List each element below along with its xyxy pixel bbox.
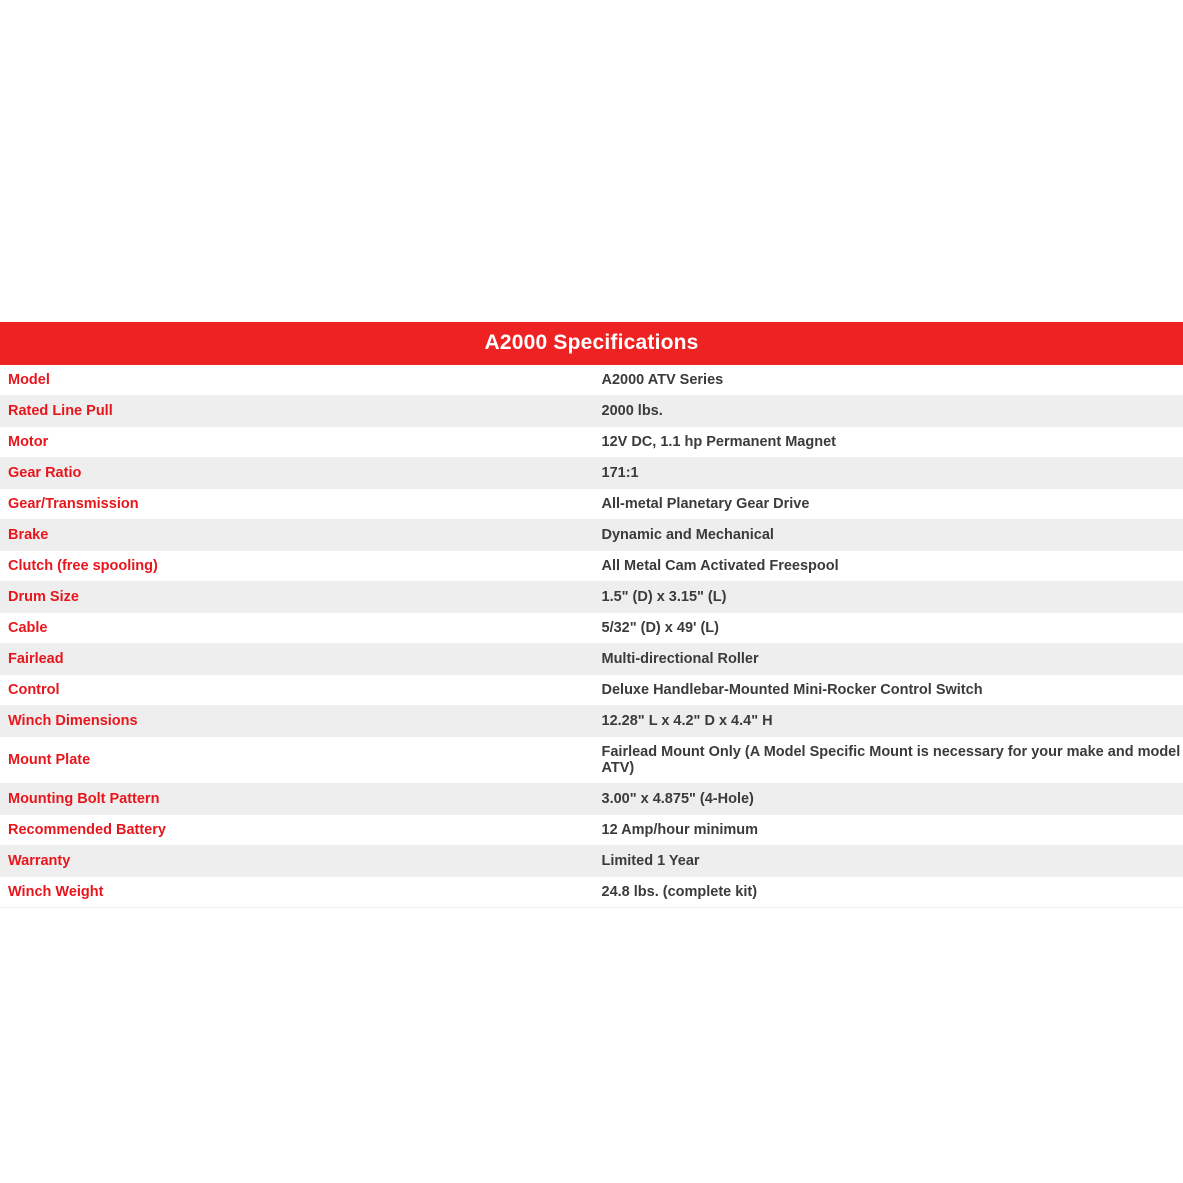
table-row (0, 582, 1183, 613)
table-row (0, 706, 1183, 737)
table-row (0, 846, 1183, 877)
spec-label: Winch Weight (0, 877, 592, 908)
spec-label: Control (0, 675, 592, 706)
spec-label: Fairlead (0, 644, 592, 675)
table-row (0, 396, 1183, 427)
table-row (0, 520, 1183, 551)
spec-label: Mount Plate (0, 737, 592, 784)
spec-value: All-metal Planetary Gear Drive (592, 489, 1183, 520)
spec-value: 171:1 (592, 458, 1183, 489)
specifications-table-container (0, 322, 1183, 908)
table-row (0, 365, 1183, 396)
spec-value: Limited 1 Year (592, 846, 1183, 877)
spec-label: Motor (0, 427, 592, 458)
spec-value: All Metal Cam Activated Freespool (592, 551, 1183, 582)
table-row (0, 815, 1183, 846)
table-row (0, 427, 1183, 458)
spec-label: Mounting Bolt Pattern (0, 784, 592, 815)
spec-label: Brake (0, 520, 592, 551)
spec-value: Deluxe Handlebar-Mounted Mini-Rocker Control Switch (592, 675, 1183, 706)
table-header (0, 322, 1183, 365)
table-row (0, 489, 1183, 520)
spec-value: Dynamic and Mechanical (592, 520, 1183, 551)
spec-value: 3.00" x 4.875" (4-Hole) (592, 784, 1183, 815)
spec-label: Model (0, 365, 592, 396)
spec-label: Rated Line Pull (0, 396, 592, 427)
table-row (0, 675, 1183, 706)
spec-value: Fairlead Mount Only (A Model Specific Mount is necessary for your make and model ATV) (592, 737, 1183, 784)
table-title: A2000 Specifications (0, 322, 1183, 365)
spec-label: Winch Dimensions (0, 706, 592, 737)
spec-label: Clutch (free spooling) (0, 551, 592, 582)
table-title-row (0, 322, 1183, 365)
spec-value: 12.28" L x 4.2" D x 4.4" H (592, 706, 1183, 737)
spec-value: 12V DC, 1.1 hp Permanent Magnet (592, 427, 1183, 458)
spec-value: 12 Amp/hour minimum (592, 815, 1183, 846)
table-row (0, 737, 1183, 784)
spec-label: Recommended Battery (0, 815, 592, 846)
table-row (0, 458, 1183, 489)
table-row (0, 613, 1183, 644)
table-row (0, 551, 1183, 582)
spec-value: 2000 lbs. (592, 396, 1183, 427)
table-row (0, 877, 1183, 908)
spec-value: 1.5" (D) x 3.15" (L) (592, 582, 1183, 613)
spec-value: 5/32" (D) x 49' (L) (592, 613, 1183, 644)
spec-label: Cable (0, 613, 592, 644)
table-row (0, 784, 1183, 815)
spec-label: Gear/Transmission (0, 489, 592, 520)
spec-label: Warranty (0, 846, 592, 877)
spec-value: 24.8 lbs. (complete kit) (592, 877, 1183, 908)
spec-value: A2000 ATV Series (592, 365, 1183, 396)
spec-value: Multi-directional Roller (592, 644, 1183, 675)
spec-label: Gear Ratio (0, 458, 592, 489)
specifications-table (0, 322, 1183, 908)
spec-label: Drum Size (0, 582, 592, 613)
table-body (0, 365, 1183, 908)
table-row (0, 644, 1183, 675)
